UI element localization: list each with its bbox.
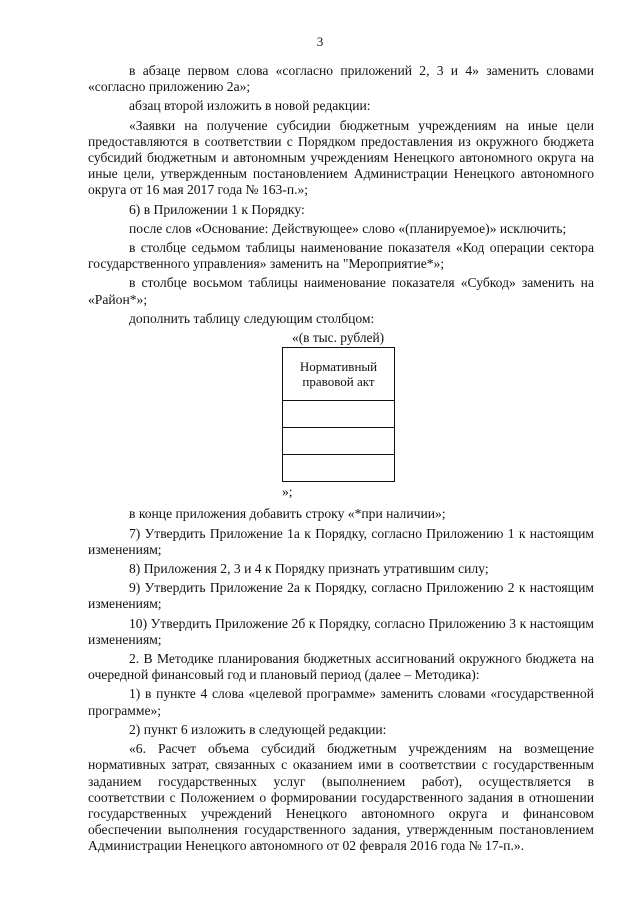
paragraph: «6. Расчет объема субсидий бюджетным учреждениям на возмещение нормативных затрат, связанных с оказанием ими в соответствии с государственным заданием государственных услуг (выполнением работ), осуществляется в соответствии с Положением о формировании государственного задания в отношении государственных учреждений Ненецкого автономного округа и финансовом обеспечении выполнения государственного задания, утвержденным постановлением Администрации Ненецкого автономного от 02 февраля 2016 года № 17-п.». xyxy=(88,741,594,854)
table-empty-cell xyxy=(283,455,395,482)
normative-act-table xyxy=(282,347,395,482)
paragraph: 6) в Приложении 1 к Порядку: xyxy=(129,201,305,217)
paragraph: после слов «Основание: Действующее» слово «(планируемое)» исключить; xyxy=(129,220,567,236)
paragraph: 2. В Методике планирования бюджетных ассигнований окружного бюджета на очередной финансовый год и плановый период (далее – Методика): xyxy=(88,651,594,683)
paragraph: 9) Утвердить Приложение 2а к Порядку, согласно Приложению 2 к настоящим изменениям; xyxy=(88,580,594,612)
table-header-cell: Нормативный правовой акт xyxy=(283,348,395,401)
page-number: 3 xyxy=(316,34,324,49)
paragraph: в столбце восьмом таблицы наименование показателя «Субкод» заменить на «Район*»; xyxy=(88,275,594,307)
paragraph: 8) Приложения 2, 3 и 4 к Порядку признать утратившим силу; xyxy=(129,561,489,577)
table-empty-cell xyxy=(283,401,395,428)
document-body xyxy=(88,63,594,858)
table-empty-cell xyxy=(283,428,395,455)
paragraph: в столбце седьмом таблицы наименование показателя «Код операции сектора государственного управления» заменить на "Мероприятие*»; xyxy=(88,240,594,272)
paragraph: 10) Утвердить Приложение 2б к Порядку, согласно Приложению 3 к настоящим изменениям; xyxy=(88,615,594,647)
paragraph: 1) в пункте 4 слова «целевой программе» заменить словами «государственной программе»; xyxy=(88,686,594,718)
paragraph: 7) Утвердить Приложение 1а к Порядку, согласно Приложению 1 к настоящим изменениям; xyxy=(88,525,594,557)
paragraph: абзац второй изложить в новой редакции: xyxy=(129,98,371,114)
paragraph: «Заявки на получение субсидии бюджетным учреждениям на иные цели предоставляются в соответствии с Порядком предоставления из окружного бюджета субсидий бюджетным и автономным учреждениям Ненецкого автономного округа на иные цели, утвержденным постановлением Администрации Ненецкого автономного округа от 16 мая 2017 года № 163-п.»; xyxy=(88,117,594,198)
table-closing-quote: »; xyxy=(282,484,293,500)
paragraph: в абзаце первом слова «согласно приложений 2, 3 и 4» заменить словами «согласно приложению 2а»; xyxy=(88,63,594,95)
table-unit-label: «(в тыс. рублей) xyxy=(292,330,385,346)
paragraph: 2) пункт 6 изложить в следующей редакции: xyxy=(129,721,387,737)
paragraph: дополнить таблицу следующим столбцом: xyxy=(129,310,375,326)
paragraph: в конце приложения добавить строку «*при наличии»; xyxy=(129,506,446,522)
